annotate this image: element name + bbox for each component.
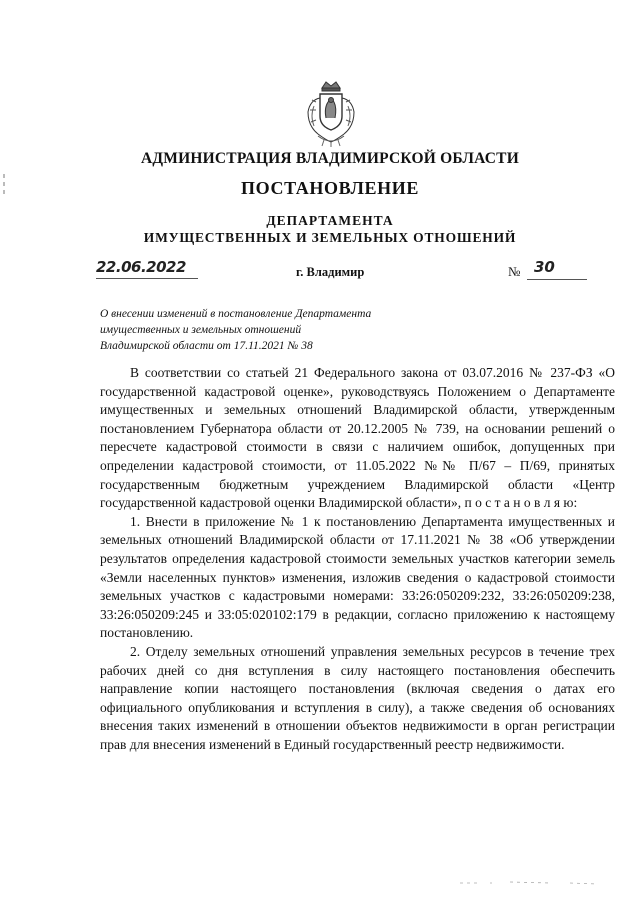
date-underline — [96, 278, 198, 279]
department-line-2: ИМУЩЕСТВЕННЫХ И ЗЕМЕЛЬНЫХ ОТНОШЕНИЙ — [143, 230, 517, 245]
subject-line: имущественных и земельных отношений — [100, 324, 302, 336]
number-label: № — [508, 264, 521, 279]
body-paragraph-item-2: 2. Отделу земельных отношений управления земельных ресурсов в течение трех рабочих дней со дня вступления в силу настоящего постановления обеспечить направление копии настоящего постановления (включая сведения о датах его официального опубликования и вступления в силу), а также сведения об основаниях внесения таких изменений в отношении объектов недвижимости в орган регистрации прав для внесения изменений в Единый государственный реестр недвижимости. — [100, 643, 615, 752]
subject-line: О внесении изменений в постановление Департамента — [100, 308, 372, 320]
body-paragraph-preamble: В соответствии со статьей 21 Федерального закона от 03.07.2016 № 237-ФЗ «О государственной кадастровой оценке», руководствуясь Положением о Департаменте имущественных и земельных отношений Владимирской области, утвержденным постановлением Губернатора области от 20.12.2005 № 739, на основании решений о пересчете кадастровой стоимости в связи с наличием ошибок, допущенных при определении кадастровой стоимости, от 11.05.2022 №№ П/67 – П/69, принятых государственным бюджетным учреждением Владимирской области «Центр государственной кадастровой оценки Владимирской области», п о с т а н о в л я ю: — [100, 365, 615, 511]
administration-title: АДМИНИСТРАЦИЯ ВЛАДИМИРСКОЙ ОБЛАСТИ — [141, 150, 519, 167]
subject-line: Владимирской области от 17.11.2021 № 38 — [100, 340, 313, 352]
document-type-title: ПОСТАНОВЛЕНИЕ — [241, 178, 419, 198]
scan-artifact-mark — [420, 878, 600, 888]
handwritten-number: 30 — [534, 258, 555, 276]
coat-of-arms-icon — [300, 78, 362, 148]
city-label: г. Владимир — [296, 265, 365, 279]
scan-artifact-mark — [3, 182, 5, 186]
department-line-1: ДЕПАРТАМЕНТА — [266, 213, 394, 228]
scan-artifact-mark — [3, 190, 5, 194]
scan-artifact-mark — [3, 174, 5, 178]
body-paragraph-item-1: 1. Внести в приложение № 1 к постановлению Департамента имущественных и земельных отношений Владимирской области от 17.11.2021 № 38 «Об утверждении результатов определения кадастровой стоимости земельных участков категории земель «Земли населенных пунктов» изменения, изложив сведения о кадастровой стоимости земельных участков с кадастровыми номерами: 33:26:050209:232, 33:26:050209:238, 33:26:050209:245 и 33:05:020102:179 в редакции, согласно приложению к настоящему постановлению. — [100, 513, 615, 641]
subject-block — [100, 306, 371, 354]
document-body — [100, 364, 615, 754]
number-underline — [527, 279, 587, 280]
handwritten-date: 22.06.2022 — [96, 258, 186, 276]
